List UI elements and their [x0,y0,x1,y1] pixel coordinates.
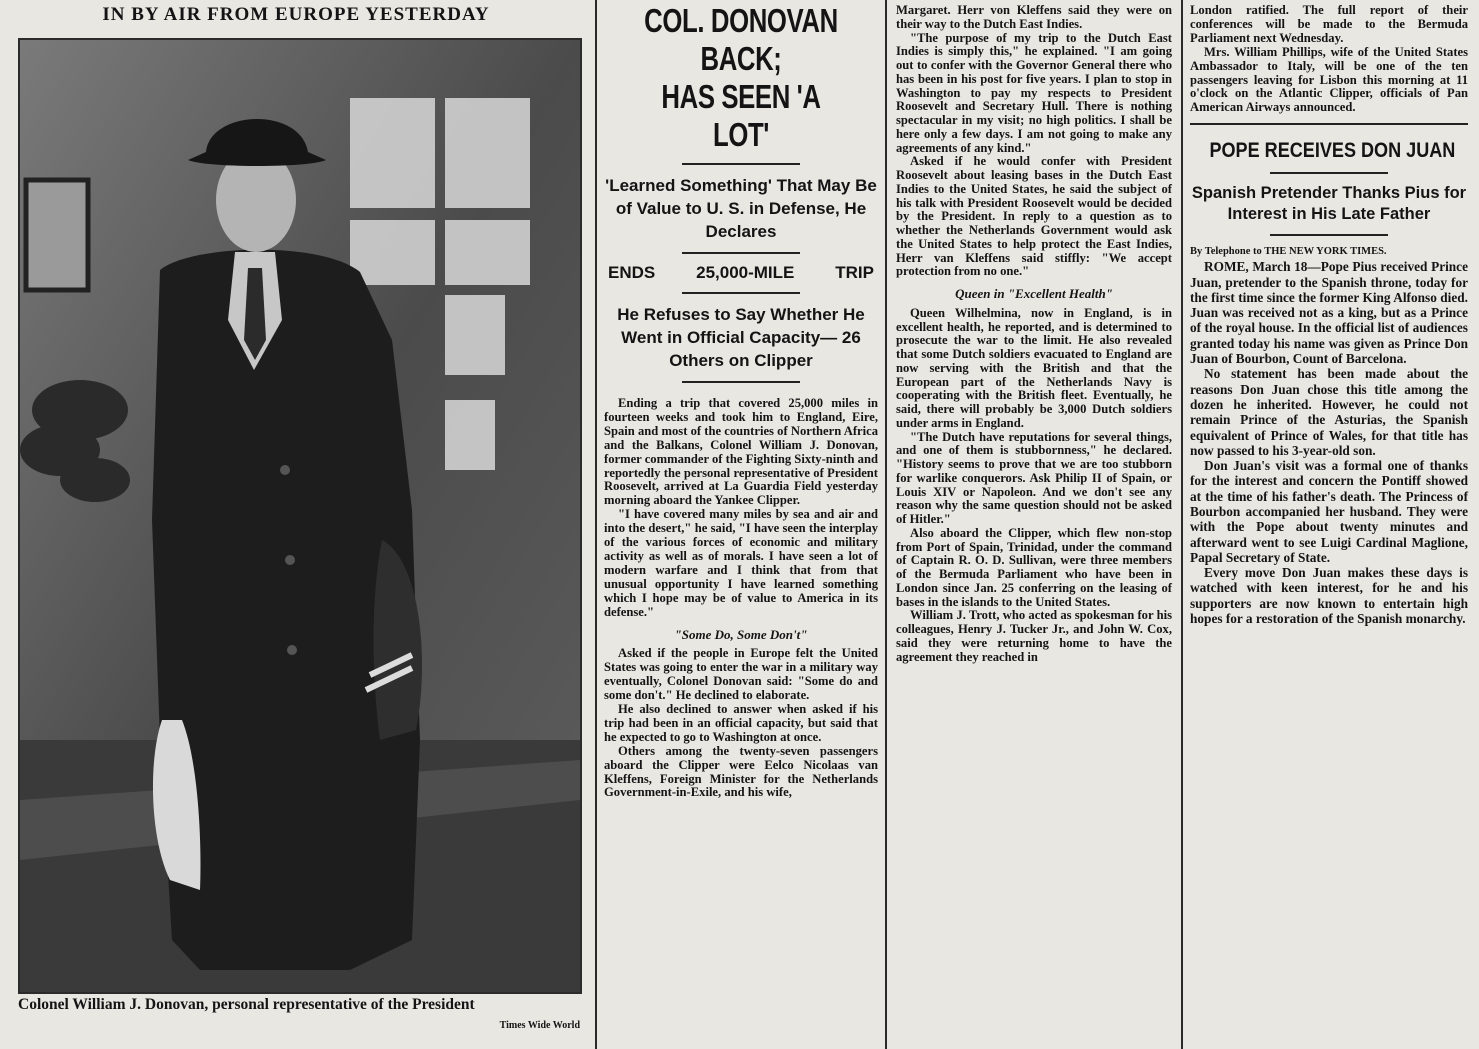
paragraph: Also aboard the Clipper, which flew non-stop from Port of Spain, Trinidad, under the command of Captain R. O. D. Sullivan, were three members of the Bermuda Parliament who have been in London since Jan. 25 conferring on the leasing of bases in the islands to the United States. [896,525,1172,609]
paragraph: He also declined to answer when asked if his trip had been in an official capacity, but said that he expected to go to Washington at once. [604,702,878,744]
paragraph: "The Dutch have reputations for several things, and one of them is stubbornness," he declared. "History seems to prove that we are too stubborn for warlike conquerors. Ask Philip II of Spain, or Louis XIV or Napoleon. And we don't see any reason why the same question should not be asked of Hitler." [896,429,1172,526]
paragraph: London ratified. The full report of their conferences will be made to the Bermuda Parliament next Wednesday. [1190,3,1468,45]
pope-body [1190,259,1468,626]
paragraph: "The purpose of my trip to the Dutch East Indies is simply this," he explained. "I am going out to confer with the Governor General there who has been in his post for five years. I plan to stop in Washington to pay my respects to President Roosevelt and Secretary Hull. There is nothing spectacular in my visit; no high politics. I shall be here only a few days. I am not going to make any agreements of any kind." [896,30,1172,155]
photo-caption: Colonel William J. Donovan, personal representative of the President [18,996,475,1013]
column-rule-1 [595,0,597,1049]
photo-column [0,0,592,1049]
donovan-article-column-1 [600,0,882,1049]
subhead-queen: Queen in "Excellent Health" [955,286,1113,301]
pope-byline: By Telephone to THE NEW YORK TIMES. [1190,246,1387,258]
donovan-headline-line-1: COL. DONOVAN BACK; [644,2,838,77]
paragraph: Queen Wilhelmina, now in England, is in excellent health, he reported, and is determined to prosecute the war to the limit. He also revealed that some Dutch soldiers evacuated to England are now serving with the British and that the European part of the Netherlands Navy is cooperating with the British fleet. Eventually, he said, there will probably be 3,000 Dutch soldiers under arms in England. [896,305,1172,430]
paragraph: "I have covered many miles by sea and air and into the desert," he said, "I have seen the interplay of the various forces of economic and military activity as well as of morals. I have seen a lot of modern warfare and I think that from that unusual opportunity I have learned something which I hope may be of value to America in its defense." [604,507,878,619]
headline-divider [682,163,800,165]
story-divider [1190,123,1468,125]
paragraph: ROME, March 18—Pope Pius received Prince Juan, pretender to the Spanish throne, today for the first time since the former King Alfonso died. Juan was received not as a king, but as a Prince of the royal house. In the official list of audiences granted today his name was given as Prince Don Juan of Bourbon, Count of Barcelona. [1190,259,1468,367]
pope-headline: POPE RECEIVES DON JUAN [1209,139,1456,163]
donovan-deck-3: He Refuses to Say Whether He Went in Official Capacity— 26 Others on Clipper [617,305,865,370]
pope-headline-divider [1270,172,1388,174]
pope-deck: Spanish Pretender Thanks Pius for Interest in His Late Father [1191,184,1467,224]
donovan-body-2 [896,4,1172,664]
paragraph: Margaret. Herr von Kleffens said they were on their way to the Dutch East Indies. [896,3,1172,31]
paragraph: Mrs. William Phillips, wife of the United States Ambassador to Italy, will be one of the ten passengers leaving for Lisbon this morning at 11 o'clock on the Atlantic Clipper, officials of Pan American Airways announced. [1190,44,1468,115]
column-rule-2 [885,0,887,1049]
pope-deck-divider [1270,234,1388,236]
paragraph: Asked if he would confer with President Roosevelt about leasing bases in the Dutch East Indies to the United States, he said the subject of his talk with President Roosevelt would be decided by the President. In reply to a question as to whether the Netherlands Government would ask the United States to help protect the East Indies, Herr van Kleffens said stiffly: "We accept protection from no one." [896,154,1172,279]
deck-2-left: ENDS [608,263,656,282]
photo-credit: Times Wide World [499,1020,580,1031]
deck-2-right: TRIP [835,263,874,282]
column-rule-3 [1181,0,1183,1049]
paragraph: Ending a trip that covered 25,000 miles in fourteen weeks and took him to England, Eire, Spain and most of the countries of Northern Africa and the Balkans, Colonel William J. Donovan, former commander of the Fighting Sixty-ninth and reportedly the personal representative of President Roosevelt, arrived at La Guardia Field yesterday morning aboard the Yankee Clipper. [604,396,878,508]
donovan-headline-line-2: HAS SEEN 'A LOT' [661,78,821,153]
donovan-body-1 [604,397,878,800]
paragraph: Others among the twenty-seven passengers aboard the Clipper were Eelco Nicolaas van Kleffens, Foreign Minister for the Netherlands Government-in-Exile, and his wife, [604,743,878,800]
donovan-photo [18,38,582,994]
paragraph: William J. Trott, who acted as spokesman for his colleagues, Henry J. Tucker Jr., and John W. Cox, said they were returning home to have the agreement they reached in [896,608,1172,664]
pope-article-column [1186,0,1474,1049]
subhead-some-do: "Some Do, Some Don't" [674,626,808,642]
paragraph: Every move Don Juan makes these days is watched with keen interest, for he and his supporters are now known to entertain high hopes for a restoration of the Spanish monarchy. [1190,565,1468,627]
donovan-article-column-2 [890,0,1178,1049]
paragraph: No statement has been made about the reasons Don Juan chose this title among the dozen he inherited. However, he could not remain Prince of the Asturias, the Spanish equivalent of Prince of Wales, for that title has now passed to his 3-year-old son. [1190,366,1468,458]
deck-divider-2 [682,292,800,294]
donovan-deck-2 [604,263,878,283]
donovan-photo-illustration [20,40,580,992]
donovan-deck-1: 'Learned Something' That May Be of Value to U. S. in Defense, He Declares [605,176,877,241]
deck-divider-1 [682,252,800,254]
deck-divider-3 [682,381,800,383]
paragraph: Don Juan's visit was a formal one of thanks for the interest and concern the Pontiff showed at the time of his father's death. The Princess of Bourbon accompanied her husband. They were with the Pope about twenty minutes and afterward went to see Luigi Cardinal Maglione, Papal Secretary of State. [1190,458,1468,565]
donovan-body-3 [1190,4,1468,115]
photo-header: IN BY AIR FROM EUROPE YESTERDAY [102,4,490,25]
deck-2-mid: 25,000-MILE [696,263,795,282]
paragraph: Asked if the people in Europe felt the United States was going to enter the war in a military way eventually, Colonel Donovan said: "Some do and some don't." He declined to elaborate. [604,646,878,703]
